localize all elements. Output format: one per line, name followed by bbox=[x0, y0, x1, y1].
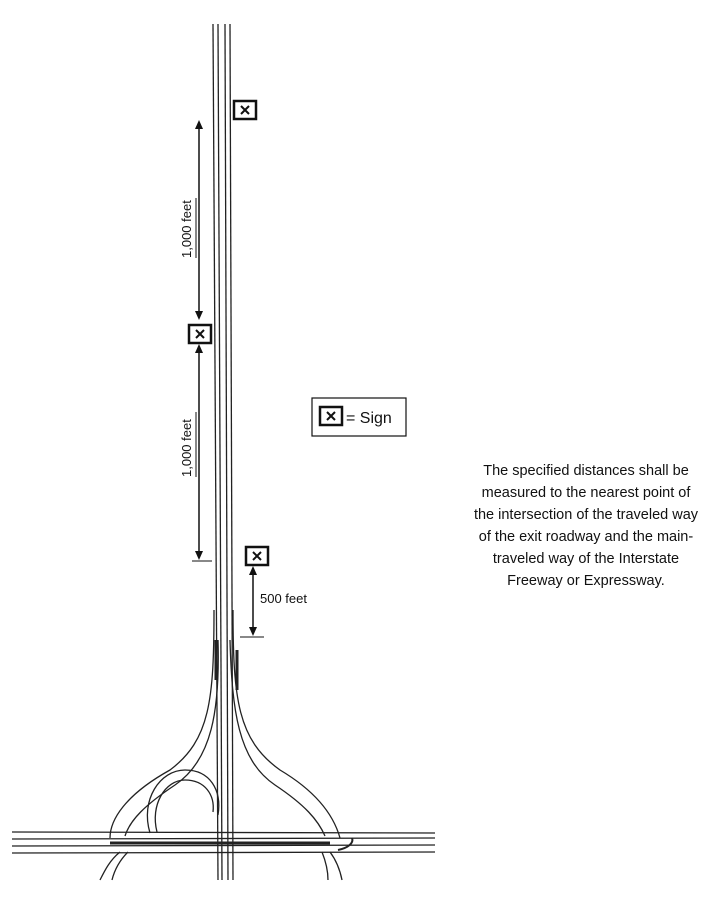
left-ramps bbox=[100, 610, 219, 880]
sign-marker-middle bbox=[189, 325, 211, 343]
right-ramps bbox=[230, 610, 352, 880]
sign-marker-bottom bbox=[246, 547, 268, 565]
sign-box-x-icon bbox=[320, 407, 342, 425]
distance-label-upper: 1,000 feet bbox=[179, 200, 194, 258]
distance-label-middle: 1,000 feet bbox=[179, 419, 194, 477]
freeway-mainline bbox=[213, 24, 233, 880]
distance-label-lower: 500 feet bbox=[260, 591, 307, 606]
dimension-middle bbox=[192, 344, 212, 561]
cross-road bbox=[12, 832, 435, 853]
legend-label: = Sign bbox=[346, 410, 392, 427]
legend bbox=[312, 398, 406, 436]
sign-marker-top bbox=[234, 101, 256, 119]
measurement-note: The specified distances shall be measured to the nearest point of the intersection of the traveled way of the exit roadway and the main-traveled way of the Interstate Freeway or Expressway. bbox=[473, 463, 699, 589]
